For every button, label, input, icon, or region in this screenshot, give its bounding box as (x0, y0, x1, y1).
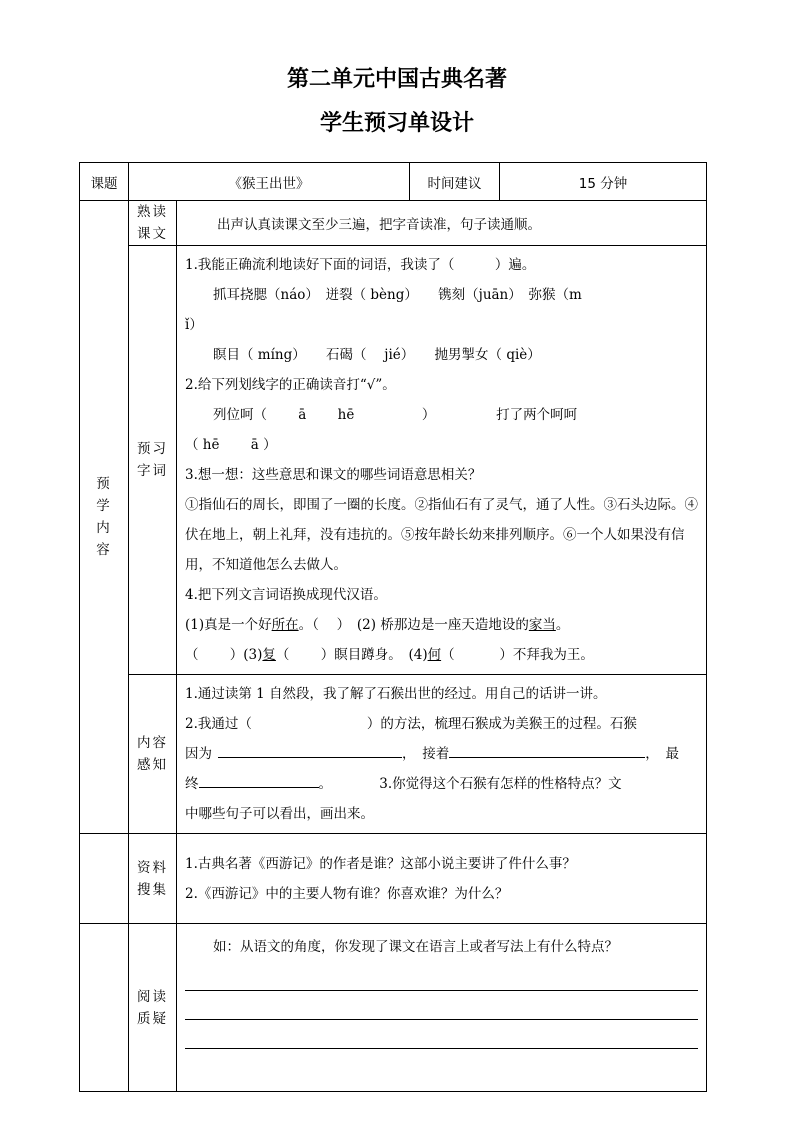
yuxi-label (129, 246, 177, 675)
q4-text: （ ）(3) (185, 647, 263, 663)
yuxi-label-line: 字词 (137, 463, 168, 479)
answer-line[interactable] (185, 1020, 698, 1049)
fill-blank[interactable] (218, 739, 402, 758)
topic-value: 《猴王出世》 (129, 163, 410, 201)
q4-text: 。（ ） (2) 桥那边是一座天造地设的 (298, 617, 529, 633)
ziliao-l1: 1.古典名著《西游记》的作者是谁？这部小说主要讲了件什么事？ (185, 855, 576, 872)
neirong-row (80, 675, 707, 834)
neirong-label (129, 675, 177, 834)
ziliao-content (177, 834, 707, 924)
q4-line1 (185, 610, 698, 640)
neirong-l3 (185, 739, 698, 769)
neirong-text: 因为 (185, 746, 212, 762)
ziliao-label (129, 834, 177, 924)
fill-blank[interactable] (449, 739, 645, 758)
q4-line2 (185, 640, 698, 670)
neirong-label-line: 内容 (137, 735, 168, 751)
time-value: 15 分钟 (500, 163, 707, 201)
yuxi-row (80, 246, 707, 675)
section-label (80, 201, 129, 834)
neirong-text: 2.我通过（ (185, 716, 252, 732)
ziliao-l2: 2.《西游记》中的主要人物有谁？你喜欢谁？为什么？ (185, 885, 509, 902)
topic-label: 课题 (80, 163, 129, 201)
yuxi-content (177, 246, 707, 675)
preview-sheet-table (79, 162, 707, 1092)
q4-text: （ ）不拜我为王。 (441, 647, 594, 663)
shudu-text: 出声认真读课文至少三遍，把字音读准，句子读通顺。 (177, 201, 707, 246)
time-label: 时间建议 (410, 163, 500, 201)
neirong-l2 (185, 709, 698, 739)
neirong-l5: 中哪些句子可以看出，画出来。 (185, 806, 374, 822)
page-subtitle: 学生预习单设计 (319, 111, 474, 136)
q3: 3.想一想：这些意思和课文的哪些词语意思相关？ (185, 467, 482, 483)
neirong-l1: 1.通过读第 1 自然段，我了解了石猴出世的经过。用自己的话讲一讲。 (185, 686, 607, 702)
q4-text: 。 (555, 617, 570, 633)
yuxi-label-line: 预习 (137, 441, 168, 457)
q4-underlined-word: 复 (262, 647, 276, 663)
neirong-text: 。 3.你觉得这个石猴有怎样的性格特点？文 (318, 776, 622, 792)
yuedu-label-line: 质疑 (137, 1010, 168, 1027)
section-label-continued (80, 924, 129, 1092)
answer-line[interactable] (185, 962, 698, 991)
answer-line[interactable] (185, 991, 698, 1020)
q2-a: 列位呵（ ā hē ） 打了两个呵呵 (213, 407, 578, 423)
section-label-char: 预 (96, 476, 112, 492)
q4-underlined-word: 家当 (528, 617, 556, 633)
neirong-text: ， 最 (645, 746, 679, 762)
ziliao-label-line: 搜集 (137, 881, 168, 898)
neirong-l4 (185, 769, 698, 799)
q1-words-a: 抓耳挠腮（náo） 迸裂（ bèng） 镌刻（juān） 弥猴（m (213, 287, 582, 303)
shudu-label (129, 201, 177, 246)
q4-text: (1)真是一个好 (185, 617, 272, 633)
yuedu-label-line: 阅读 (137, 988, 168, 1005)
fill-blank[interactable] (199, 769, 319, 788)
section-label-char: 容 (96, 542, 112, 558)
neirong-content (177, 675, 707, 834)
ziliao-row (80, 834, 707, 924)
q4-underlined-word: 所在 (271, 617, 299, 633)
neirong-label-line: 感知 (137, 757, 168, 773)
neirong-text: ， 接着 (402, 746, 450, 762)
yuedu-row (80, 924, 707, 1092)
yuedu-l1: 如：从语文的角度，你发现了课文在语言上或者写法上有什么特点？ (213, 939, 618, 955)
q2-b: （ hē ā ） (185, 437, 277, 453)
section-label-char: 内 (96, 520, 112, 536)
q3-text: ①指仙石的周长，即围了一圈的长度。②指仙石有了灵气，通了人性。③石头边际。④伏在地上，朝上礼拜，没有违抗的。⑤按年龄长幼来排列顺序。⑥一个人如果没有信用，不知道他怎么去做人。 (185, 497, 698, 573)
q2: 2.给下列划线字的正确读音打“√”。 (185, 377, 396, 393)
ziliao-label-line: 资料 (137, 859, 168, 876)
yuedu-label (129, 924, 177, 1092)
shudu-label-line: 课文 (137, 226, 168, 242)
q4-text: （ ）瞑目蹲身。 (4) (275, 647, 428, 663)
shudu-row (80, 201, 707, 246)
yuedu-content (177, 924, 707, 1092)
q4-underlined-word: 何 (427, 647, 442, 663)
page-title: 第二单元中国古典名著 (286, 67, 507, 92)
q4: 4.把下列文言词语换成现代汉语。 (185, 587, 387, 603)
header-row (80, 163, 707, 201)
section-label-char: 学 (96, 498, 112, 514)
q1-words-b: 瞑目（ míng） 石碣（ jié） 抛男掣女（ qiè） (213, 347, 541, 363)
shudu-label-line: 熟读 (137, 204, 168, 220)
section-label-continued (80, 834, 129, 924)
q1: 1.我能正确流利地读好下面的词语，我读了（ ）遍。 (185, 257, 536, 273)
neirong-text: ）的方法，梳理石猴成为美猴王的过程。石猴 (366, 716, 637, 732)
neirong-text: 终 (185, 776, 199, 792)
q1-words-a2: ǐ） (185, 317, 203, 333)
